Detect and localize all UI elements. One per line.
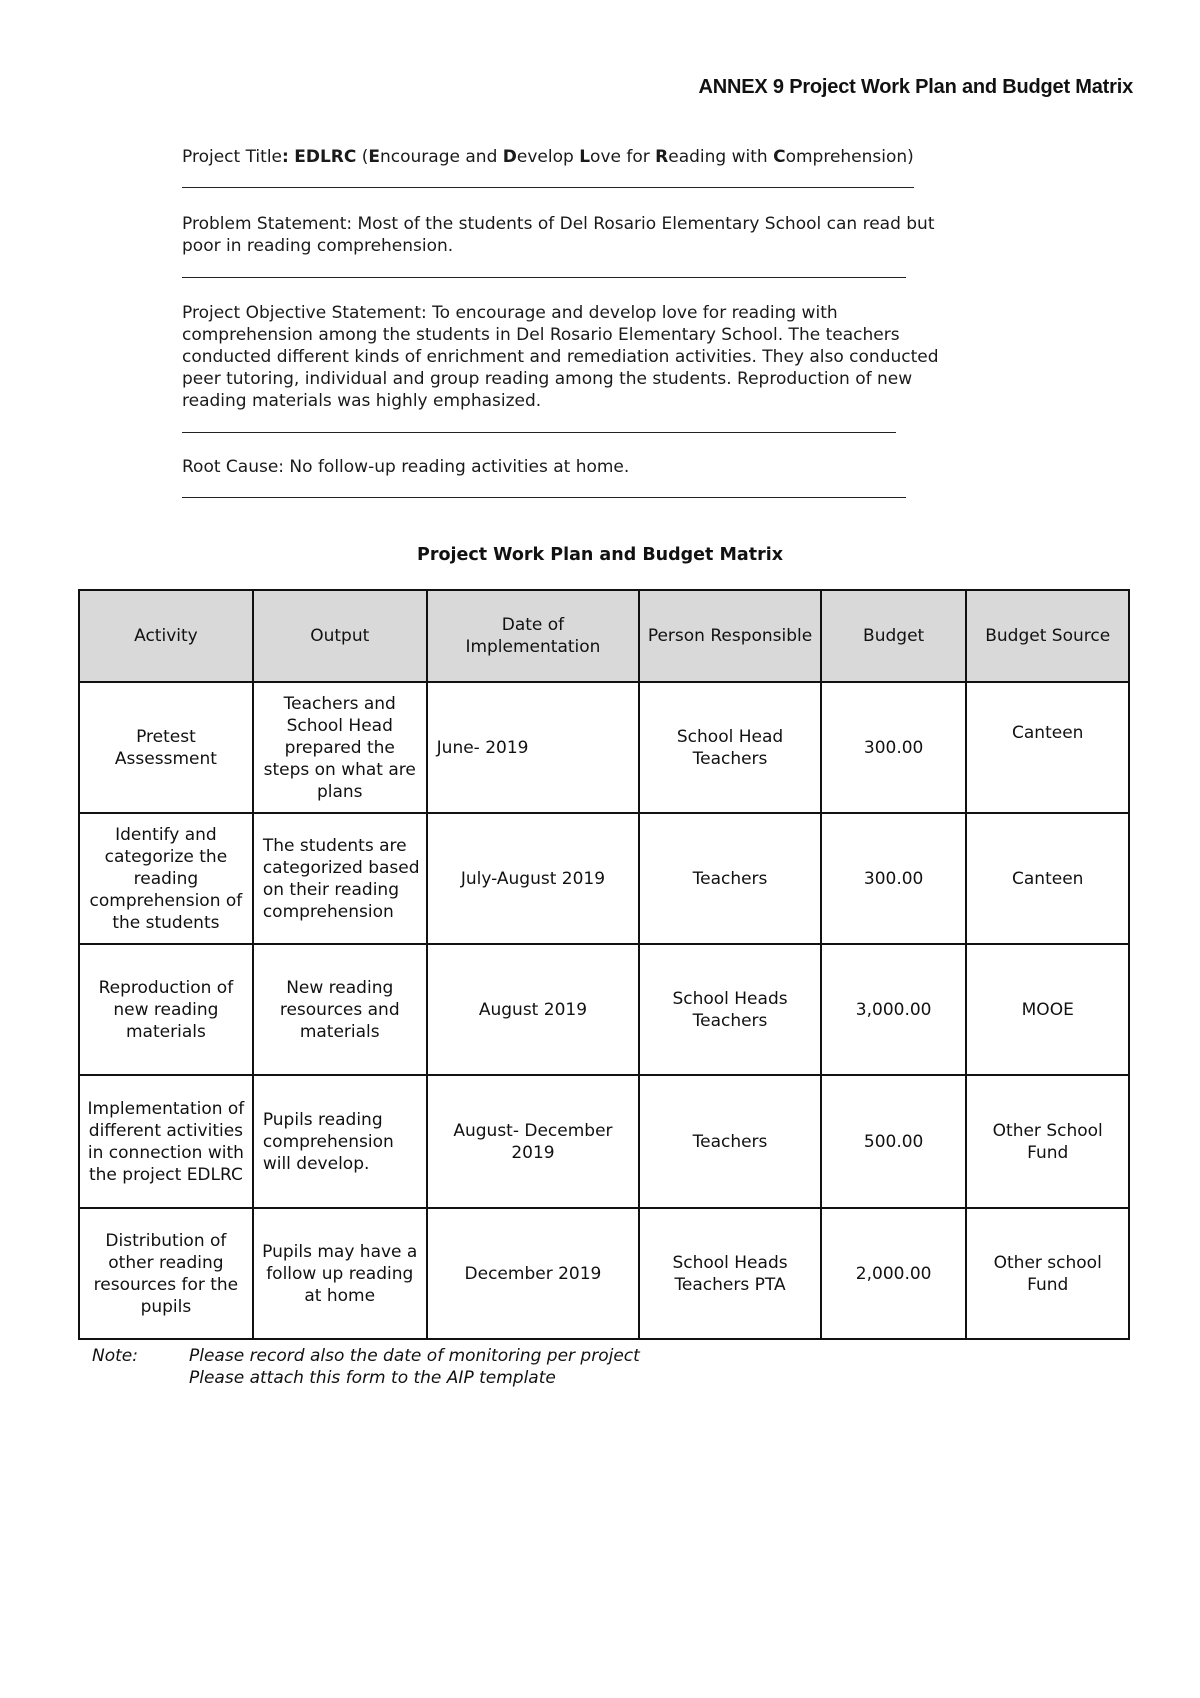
cell-activity: Implementation of different activities in connection with the project EDLRC	[79, 1075, 253, 1208]
divider	[182, 497, 906, 498]
objective-line: reading materials was highly emphasized.	[182, 391, 542, 411]
cell-source: MOOE	[966, 944, 1129, 1075]
title-initial: E	[368, 147, 381, 167]
project-title-colon: :	[282, 147, 289, 167]
objective-line: Project Objective Statement: To encourage and develop love for reading with	[182, 303, 838, 323]
work-plan-table	[78, 589, 1130, 1340]
cell-activity: Identify and categorize the reading comprehension of the students	[79, 813, 253, 944]
cell-source: Canteen	[966, 682, 1129, 813]
objective-line: conducted different kinds of enrichment and remediation activities. They also conducted	[182, 347, 939, 367]
title-initial: D	[502, 147, 517, 167]
project-title-label: Project Title	[182, 147, 282, 167]
objective-line: peer tutoring, individual and group reading among the students. Reproduction of new	[182, 369, 913, 389]
cell-person: School Heads Teachers	[639, 944, 821, 1075]
cell-budget: 3,000.00	[821, 944, 967, 1075]
title-word-rest: eading with	[668, 147, 774, 167]
cell-date: July-August 2019	[427, 813, 640, 944]
title-word-rest: omprehension)	[785, 147, 914, 167]
divider	[182, 277, 906, 278]
objective-line: comprehension among the students in Del Rosario Elementary School. The teachers	[182, 325, 900, 345]
objective-statement	[182, 302, 939, 412]
table-header-row	[79, 590, 1129, 682]
table-row	[79, 944, 1129, 1075]
title-word-rest: ncourage and	[380, 147, 503, 167]
cell-budget: 300.00	[821, 813, 967, 944]
project-title: Project Title: EDLRC (Encourage and Develop Love for Reading with Comprehension)	[182, 147, 914, 167]
header-output: Output	[253, 590, 427, 682]
root-cause: Root Cause: No follow-up reading activities at home.	[182, 457, 630, 477]
cell-activity: Reproduction of new reading materials	[79, 944, 253, 1075]
title-initial: C	[773, 147, 786, 167]
header-person: Person Responsible	[639, 590, 821, 682]
divider	[182, 432, 896, 433]
cell-source: Other School Fund	[966, 1075, 1129, 1208]
cell-output: Pupils may have a follow up reading at home	[253, 1208, 427, 1339]
project-title-acronym: EDLRC	[294, 147, 357, 167]
header-date: Date of Implementation	[427, 590, 640, 682]
annex-title: ANNEX 9 Project Work Plan and Budget Matrix	[698, 76, 1133, 98]
cell-output: The students are categorized based on their reading comprehension	[253, 813, 427, 944]
project-title-full	[368, 147, 913, 167]
cell-source: Canteen	[966, 813, 1129, 944]
cell-date: August- December 2019	[427, 1075, 640, 1208]
table-row	[79, 1075, 1129, 1208]
note	[92, 1345, 640, 1389]
cell-source: Other school Fund	[966, 1208, 1129, 1339]
cell-output: Teachers and School Head prepared the steps on what are plans	[253, 682, 427, 813]
note-line: Please attach this form to the AIP template	[189, 1368, 556, 1388]
cell-date: December 2019	[427, 1208, 640, 1339]
title-initial: R	[655, 147, 669, 167]
cell-budget: 2,000.00	[821, 1208, 967, 1339]
header-budget-source: Budget Source	[966, 590, 1129, 682]
cell-budget: 300.00	[821, 682, 967, 813]
table-row	[79, 813, 1129, 944]
matrix-title: Project Work Plan and Budget Matrix	[417, 545, 783, 565]
title-word-rest: evelop	[516, 147, 580, 167]
problem-line: poor in reading comprehension.	[182, 236, 454, 256]
note-line: Please record also the date of monitoring per project	[189, 1346, 640, 1366]
cell-date: August 2019	[427, 944, 640, 1075]
table-row	[79, 682, 1129, 813]
title-word-rest: ove for	[590, 147, 656, 167]
note-label: Note:	[92, 1346, 138, 1366]
cell-person: School Head Teachers	[639, 682, 821, 813]
header-budget: Budget	[821, 590, 967, 682]
problem-line: Problem Statement: Most of the students of Del Rosario Elementary School can read but	[182, 214, 935, 234]
cell-person: School Heads Teachers PTA	[639, 1208, 821, 1339]
cell-person: Teachers	[639, 1075, 821, 1208]
cell-budget: 500.00	[821, 1075, 967, 1208]
cell-output: Pupils reading comprehension will develop.	[253, 1075, 427, 1208]
table-row	[79, 1208, 1129, 1339]
cell-person: Teachers	[639, 813, 821, 944]
cell-output: New reading resources and materials	[253, 944, 427, 1075]
cell-activity: Distribution of other reading resources for the pupils	[79, 1208, 253, 1339]
problem-statement	[182, 213, 935, 257]
cell-date: June- 2019	[427, 682, 640, 813]
cell-activity: Pretest Assessment	[79, 682, 253, 813]
header-activity: Activity	[79, 590, 253, 682]
divider	[182, 187, 914, 188]
title-initial: L	[579, 147, 591, 167]
